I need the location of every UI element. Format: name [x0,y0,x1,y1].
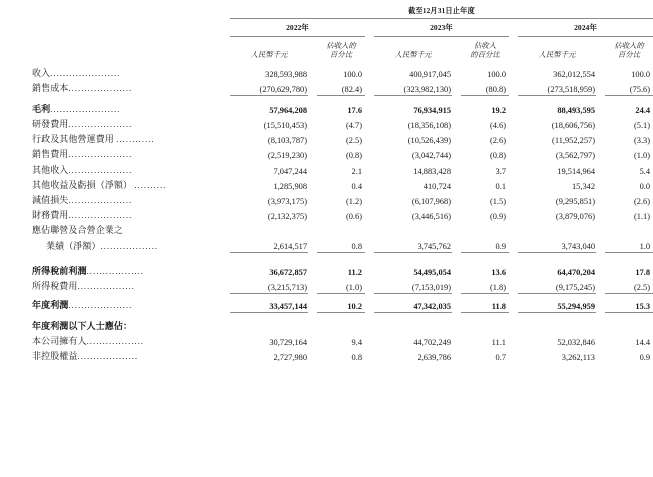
table-row [6,348,653,363]
cell-amount-2023: 44,702,249 [413,338,451,348]
cell-amount-2023: (7,153,019) [374,278,452,293]
cell-pct-2024-blank [605,222,653,237]
cell-amount-2024: 55,294,959 [518,297,596,312]
cell-amount-2023: 2,639,786 [417,353,451,363]
cell-pct-2023: (1.8) [461,278,509,293]
leader-dots: ...................... [50,104,121,114]
column-header-year-2023: 2023年 [374,19,509,37]
column-header-pct-2022 [317,37,365,65]
cell-pct-2024: (75.6) [605,80,653,95]
row-label-text: 研發費用 [32,119,69,130]
cell-pct-2024: 15.3 [605,297,653,312]
row-spacer [6,253,653,264]
column-header-year-2022: 2022年 [230,19,365,37]
leader-dots: .................. [86,337,145,347]
cell-amount-2024: (9,175,245) [518,278,596,293]
table-row [6,80,653,95]
leader-dots: .................... [68,301,133,311]
cell-amount-2022-blank [230,318,308,333]
cell-amount-2023: 54,495,054 [413,268,451,278]
header-gap-2 [509,19,518,37]
row-label-text: 銷售成本 [32,83,69,94]
leader-dots: ................... [77,352,139,362]
cell-amount-2022: (8,103,787) [267,136,307,146]
cell-amount-2024: (18,606,756) [551,121,595,131]
cell-amount-2024: (3,879,076) [555,212,595,222]
header-gap-7 [596,37,605,65]
cell-pct-2022: 9.4 [351,338,362,348]
leader-dots: .................... [68,165,133,175]
leader-dots: .................. [100,241,159,251]
cell-amount-2024: 88,493,595 [557,105,595,115]
cell-pct-2022: 0.8 [351,353,362,363]
cell-pct-2023: 13.6 [491,268,506,278]
cell-pct-2024: 0.0 [639,181,651,191]
header-blank [6,19,230,37]
header-gap-3 [308,37,317,65]
row-label [6,65,230,80]
cell-amount-2023: 400,917,045 [409,70,451,80]
header-blank-2 [6,37,230,65]
row-label [6,162,230,177]
cell-pct-2023: (0.8) [489,151,506,161]
cell-pct-2022: (1.0) [317,278,365,293]
cell-pct-2022: (0.8) [345,151,362,161]
row-label [6,238,230,253]
table-row [6,192,653,207]
row-label-text: 應佔聯營及合營企業之 [32,225,124,236]
cell-amount-2024: (273,518,959) [518,80,596,95]
period-title: 截至12月31日止年度 [230,6,653,19]
cell-pct-2024: (1.0) [633,151,651,161]
cell-amount-2023: (18,356,108) [407,121,451,131]
table-row [6,278,653,293]
leader-dots: .................... [68,211,133,221]
header-gap-5 [452,37,461,65]
row-label [6,177,230,192]
table-row [6,146,653,161]
row-label-text: 所得稅前利潤 [32,266,87,277]
cell-pct-2023-blank [461,222,509,237]
cell-pct-2024: (3.3) [633,136,651,146]
cell-pct-2024: (5.1) [633,121,651,131]
row-label [6,263,230,278]
cell-pct-2022-blank [317,222,365,237]
row-label [6,146,230,161]
cell-pct-2024: (2.5) [605,278,653,293]
cell-amount-2022: 328,593,988 [265,70,307,80]
cell-pct-2024: 1.0 [605,238,653,253]
header-gap-6 [509,37,518,65]
table-body [6,65,653,363]
cell-pct-2023: (2.6) [489,136,506,146]
cell-pct-2023: 0.1 [495,181,506,191]
cell-amount-2023: 3,745,762 [374,238,452,253]
row-label [6,222,230,237]
leader-dots: .................... [68,84,133,94]
header-corner-blank [6,6,230,19]
table-row [6,238,653,253]
column-header-pct-2024 [605,37,653,65]
cell-amount-2024: 3,262,113 [561,353,595,363]
leader-dots: .......... [134,180,167,190]
column-header-year-2024: 2024年 [518,19,653,37]
cell-amount-2024-blank [518,222,596,237]
cell-amount-2022: 33,457,144 [230,297,308,312]
cell-amount-2024: 19,514,964 [557,166,595,176]
cell-pct-2022: 2.1 [351,166,362,176]
cell-pct-2022: (82.4) [317,80,365,95]
row-label [6,318,230,333]
cell-amount-2024-blank [518,318,596,333]
cell-amount-2023: 47,342,035 [374,297,452,312]
cell-pct-2023: 11.1 [491,338,506,348]
table-section-heading-row [6,318,653,333]
cell-pct-2024-blank [605,318,653,333]
cell-pct-2024: 14.4 [635,338,651,348]
row-label-text: 財務費用 [32,210,69,221]
cell-amount-2024: (9,295,851) [555,197,595,207]
cell-amount-2023: (10,526,439) [407,136,451,146]
cell-pct-2023-blank [461,318,509,333]
table-row [6,65,653,80]
pct-label-2024-line2: 百分比 [617,50,641,60]
row-label-text: 行政及其他營運費用 [32,134,114,145]
cell-amount-2024: 362,012,554 [553,70,595,80]
row-label-text: 年度利潤以下人士應佔： [32,320,133,331]
cell-amount-2023: (6,107,968) [411,197,451,207]
cell-amount-2022: 2,727,980 [273,353,307,363]
header-period-row [6,6,653,19]
row-label [6,297,230,312]
cell-pct-2022: 0.4 [351,181,362,191]
pct-label-2022-line1: 佔收入的 [326,41,356,50]
cell-pct-2022: (1.2) [345,197,362,207]
row-label [6,278,230,293]
row-label [6,131,230,146]
cell-amount-2024: (11,952,257) [552,136,595,146]
cell-pct-2022: 100.0 [343,70,362,80]
cell-amount-2024: 3,743,040 [518,238,596,253]
cell-pct-2024: 0.9 [639,353,651,363]
leader-dots: .................. [86,267,145,277]
table-row [6,101,653,116]
cell-amount-2023: (323,982,130) [374,80,452,95]
cell-amount-2023: (3,446,516) [411,212,451,222]
cell-pct-2023: 19.2 [491,105,506,115]
leader-dots: ............ [116,135,155,145]
cell-pct-2022: 0.8 [317,238,365,253]
row-label-text: 銷售費用 [32,149,69,160]
row-label-text: 非控股權益 [32,351,78,362]
row-label [6,333,230,348]
cell-pct-2023: 100.0 [487,70,506,80]
cell-amount-2022: (3,215,713) [230,278,308,293]
cell-amount-2023: 14,883,428 [413,166,451,176]
cell-pct-2023: 11.8 [461,297,509,312]
cell-amount-2024: 15,342 [571,181,595,191]
cell-pct-2022: 10.2 [317,297,365,312]
table-header [6,6,653,65]
column-header-amount-2023: 人民幣千元 [394,50,432,60]
row-label [6,207,230,222]
cell-amount-2023: 76,934,915 [413,105,451,115]
cell-amount-2022: 7,047,244 [273,166,307,176]
row-label-text: 業績（淨額） [46,240,101,251]
cell-amount-2022: 1,285,908 [273,181,307,191]
row-label [6,192,230,207]
header-gap-1 [365,19,374,37]
header-year-row [6,19,653,37]
cell-amount-2022: 57,964,208 [269,105,307,115]
cell-amount-2022: (15,510,453) [263,121,307,131]
cell-pct-2024: 5.4 [639,166,651,176]
row-label-text: 毛利 [32,103,51,114]
leader-dots: ...................... [50,69,121,79]
row-label-text: 減值損失 [32,195,69,206]
cell-amount-2022: 36,672,857 [269,268,307,278]
cell-pct-2023: (1.5) [489,197,506,207]
income-statement-table [6,6,653,363]
cell-pct-2024: 17.8 [635,268,651,278]
leader-dots: .................... [68,120,133,130]
cell-pct-2024: (2.6) [633,197,651,207]
cell-amount-2022: 30,729,164 [269,338,307,348]
pct-label-2022-line2: 百分比 [329,50,353,60]
row-label-text: 其他收益及虧損（淨額） [32,179,133,190]
cell-pct-2022: (4.7) [345,121,362,131]
cell-amount-2023: (3,042,744) [411,151,451,161]
table-row-continued [6,222,653,237]
table-row [6,116,653,131]
column-header-pct-2023 [461,37,509,65]
row-label-text: 年度利潤 [32,300,69,311]
cell-amount-2023-blank [374,318,452,333]
cell-amount-2022: 2,614,517 [230,238,308,253]
cell-amount-2024: 64,470,204 [557,268,595,278]
row-label [6,116,230,131]
cell-pct-2022: 17.6 [347,105,362,115]
cell-pct-2022: (2.5) [345,136,362,146]
table-row [6,297,653,312]
row-label-text: 本公司擁有人 [32,336,87,347]
cell-pct-2023: (80.8) [461,80,509,95]
cell-amount-2023-blank [374,222,452,237]
cell-pct-2024: 100.0 [631,70,651,80]
header-gap-4 [365,37,374,65]
cell-pct-2024: 24.4 [635,105,651,115]
column-header-amount-2022: 人民幣千元 [250,50,288,60]
pct-label-2023-line1: 佔收入 [473,41,497,50]
cell-pct-2023: 3.7 [495,166,506,176]
table-row [6,263,653,278]
cell-pct-2023: 0.9 [461,238,509,253]
leader-dots: .................. [77,282,136,292]
table-row [6,207,653,222]
cell-pct-2022: (0.6) [345,212,362,222]
cell-pct-2023: (0.9) [489,212,506,222]
table-row [6,333,653,348]
pct-label-2024-line1: 佔收入的 [614,41,644,50]
pct-label-2023-line2: 的百分比 [470,50,500,60]
cell-amount-2022: (2,132,375) [267,212,307,222]
row-label-text: 收入 [32,68,51,79]
table-row [6,177,653,192]
leader-dots: .................... [68,150,133,160]
row-label-text: 所得稅費用 [32,281,78,292]
cell-pct-2023: 0.7 [495,353,506,363]
cell-pct-2024: (1.1) [633,212,651,222]
cell-amount-2024: 52,032,846 [557,338,595,348]
cell-pct-2022: 11.2 [347,268,362,278]
cell-amount-2022: (270,629,780) [230,80,308,95]
row-label [6,101,230,116]
cell-pct-2022-blank [317,318,365,333]
table-row [6,162,653,177]
cell-pct-2023: (4.6) [489,121,506,131]
cell-amount-2024: (3,562,797) [555,151,595,161]
cell-amount-2022-blank [230,222,308,237]
table-row [6,131,653,146]
cell-amount-2023: 410,724 [423,181,451,191]
row-label-text: 其他收入 [32,164,69,175]
leader-dots: .................... [68,196,133,206]
row-label [6,348,230,363]
cell-amount-2022: (2,519,230) [267,151,307,161]
column-header-amount-2024: 人民幣千元 [538,50,576,60]
cell-amount-2022: (3,973,175) [267,197,307,207]
row-label [6,80,230,95]
header-unit-row [6,37,653,65]
